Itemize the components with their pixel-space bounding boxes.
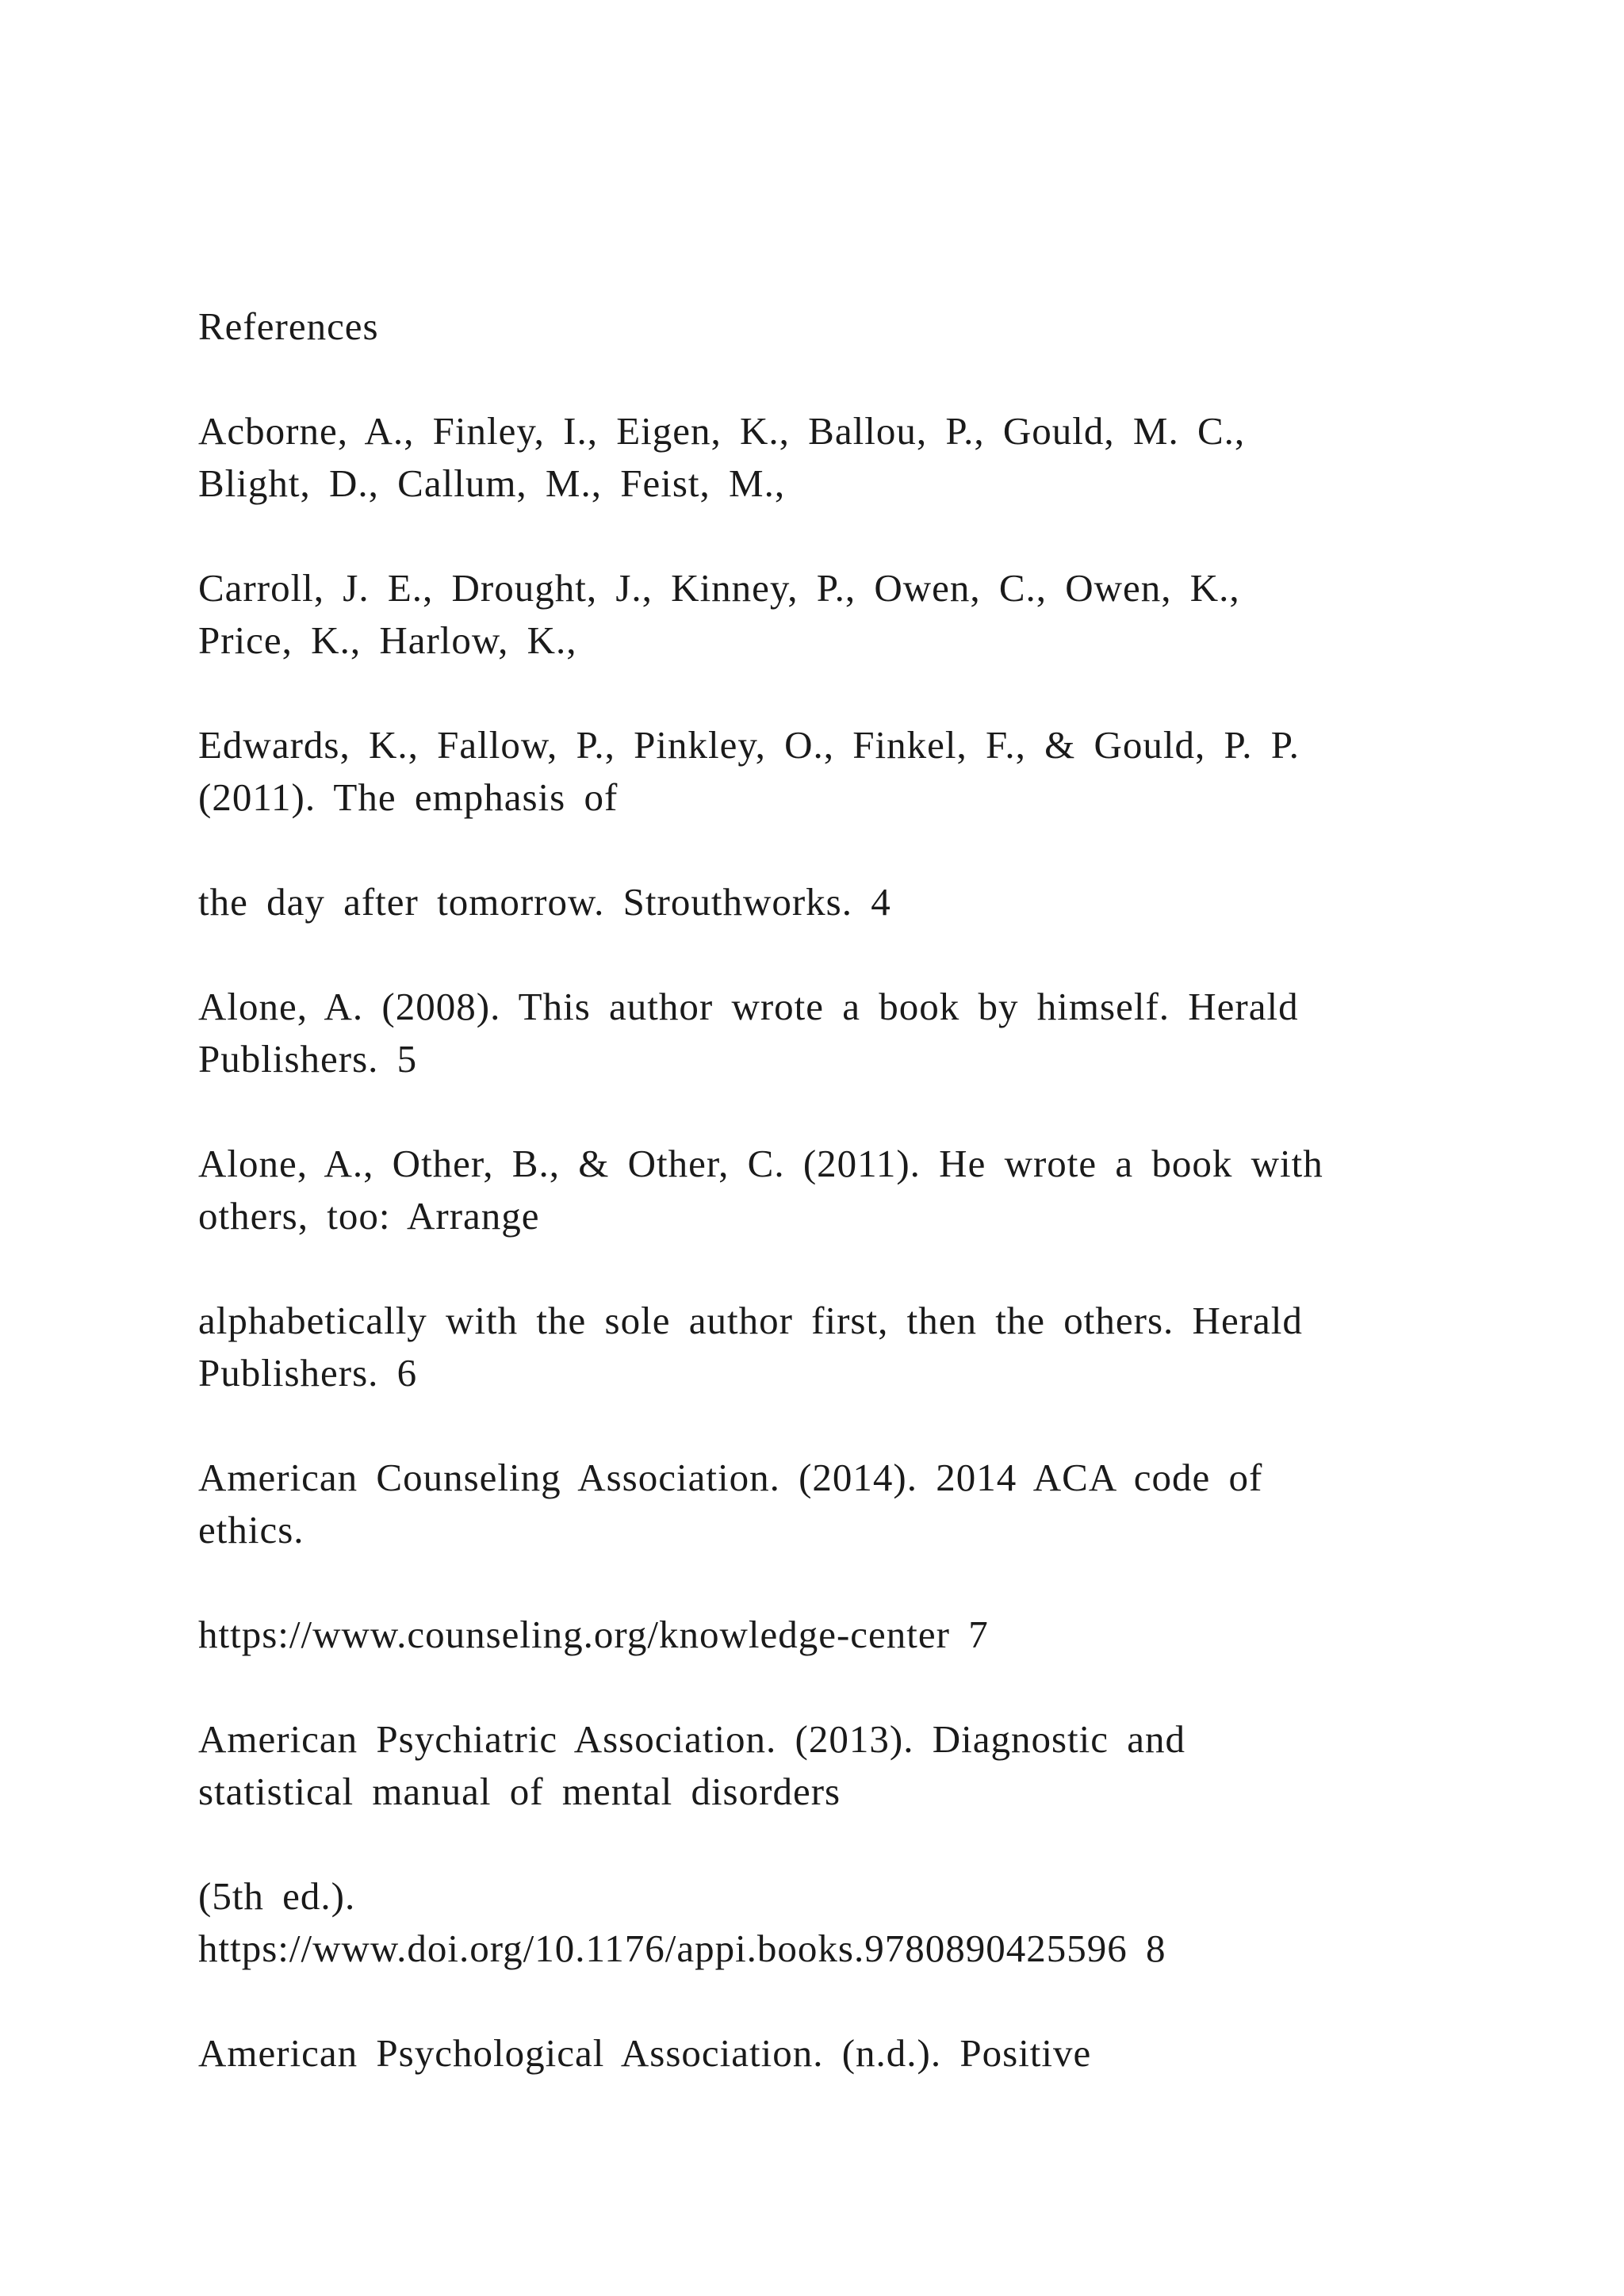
reference-line: Carroll, J. E., Drought, J., Kinney, P., Owen, C., Owen, K., <box>198 566 1240 610</box>
reference-line: Blight, D., Callum, M., Feist, M., <box>198 461 786 505</box>
references-heading: References <box>198 304 379 348</box>
reference-line: Publishers. 5 <box>198 1037 418 1081</box>
reference-line: Alone, A., Other, B., & Other, C. (2011). He wrote a book with <box>198 1142 1323 1185</box>
reference-url-line: https://www.doi.org/10.1176/appi.books.9780890425596 8 <box>198 1927 1166 1970</box>
reference-line: American Psychological Association. (n.d.). Positive <box>198 2031 1092 2075</box>
reference-line: Acborne, A., Finley, I., Eigen, K., Ballou, P., Gould, M. C., <box>198 409 1246 453</box>
reference-line: American Counseling Association. (2014). 2014 ACA code of <box>198 1456 1263 1499</box>
reference-line: alphabetically with the sole author first, then the others. Herald <box>198 1299 1303 1342</box>
reference-line: (2011). The emphasis of <box>198 775 619 819</box>
reference-line: the day after tomorrow. Strouthworks. 4 <box>198 880 891 924</box>
reference-line: Price, K., Harlow, K., <box>198 618 577 662</box>
reference-line: Publishers. 6 <box>198 1351 418 1395</box>
reference-line: (5th ed.). <box>198 1874 356 1918</box>
reference-line: others, too: Arrange <box>198 1194 540 1238</box>
reference-line: ethics. <box>198 1508 304 1552</box>
reference-line: Edwards, K., Fallow, P., Pinkley, O., Finkel, F., & Gould, P. P. <box>198 723 1300 767</box>
reference-line: American Psychiatric Association. (2013). Diagnostic and <box>198 1717 1185 1761</box>
reference-url-line: https://www.counseling.org/knowledge-center 7 <box>198 1613 989 1656</box>
reference-line: Alone, A. (2008). This author wrote a book by himself. Herald <box>198 985 1299 1028</box>
reference-line: statistical manual of mental disorders <box>198 1770 841 1813</box>
